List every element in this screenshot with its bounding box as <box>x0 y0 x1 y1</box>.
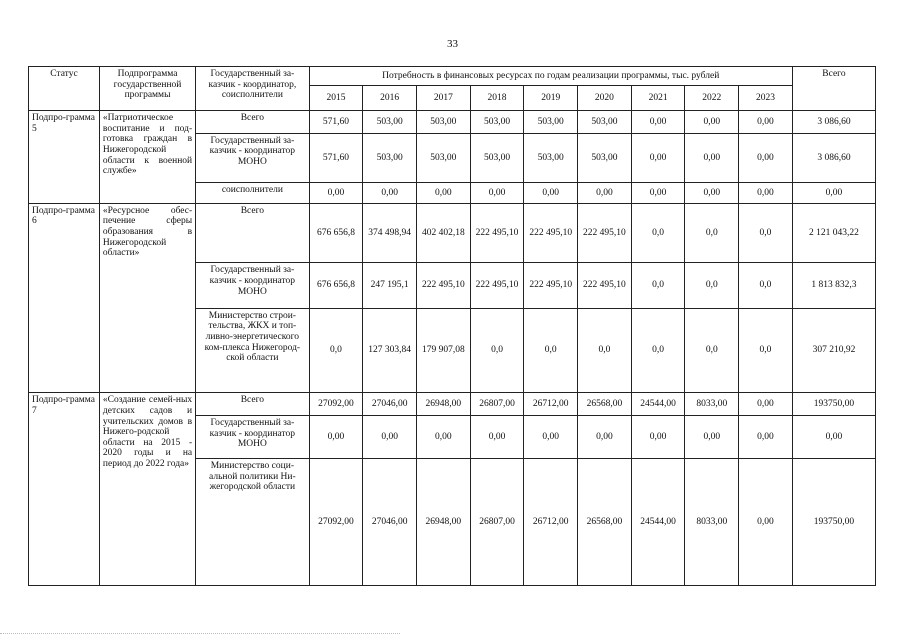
year-value-2015: 571,60 <box>309 133 363 182</box>
year-value-2017: 26948,00 <box>416 393 470 416</box>
year-value-2023: 0,00 <box>739 459 793 586</box>
header-status: Статус <box>29 67 100 111</box>
bottom-dotted-rule <box>0 633 400 634</box>
row-total: 3 086,60 <box>792 111 875 134</box>
year-value-2019: 26712,00 <box>524 393 578 416</box>
year-value-2018: 26807,00 <box>470 393 524 416</box>
year-value-2016: 27046,00 <box>363 393 417 416</box>
year-value-2019: 222 495,10 <box>524 263 578 308</box>
subprogram-name: «Создание семей-ных детских садов и учительских домов в Нижего-родской области на 2015 - 2020 годы и на период до 2022 года» <box>99 393 195 586</box>
year-value-2015: 27092,00 <box>309 459 363 586</box>
year-value-2018: 222 495,10 <box>470 263 524 308</box>
year-value-2019: 0,0 <box>524 308 578 392</box>
year-value-2022: 8033,00 <box>685 459 739 586</box>
year-value-2016: 374 498,94 <box>363 203 417 263</box>
year-value-2017: 179 907,08 <box>416 308 470 392</box>
year-value-2016: 27046,00 <box>363 459 417 586</box>
year-value-2016: 0,00 <box>363 415 417 458</box>
row-total: 0,00 <box>792 415 875 458</box>
year-value-2018: 503,00 <box>470 111 524 134</box>
year-value-2015: 676 656,8 <box>309 263 363 308</box>
customer-cell: Всего <box>196 393 309 416</box>
year-value-2020: 26568,00 <box>578 459 632 586</box>
year-value-2022: 0,0 <box>685 203 739 263</box>
header-year-2023: 2023 <box>739 86 793 111</box>
year-value-2020: 503,00 <box>578 133 632 182</box>
year-value-2021: 0,00 <box>631 183 685 204</box>
year-value-2020: 0,0 <box>578 308 632 392</box>
header-subprogram: Подпрограмма государственной программы <box>99 67 195 111</box>
financing-table <box>28 66 876 586</box>
year-value-2017: 402 402,18 <box>416 203 470 263</box>
row-total: 193750,00 <box>792 393 875 416</box>
year-value-2015: 0,00 <box>309 415 363 458</box>
year-value-2019: 503,00 <box>524 133 578 182</box>
header-year-2016: 2016 <box>363 86 417 111</box>
header-total: Всего <box>792 67 875 111</box>
year-value-2019: 0,00 <box>524 183 578 204</box>
year-value-2023: 0,00 <box>739 393 793 416</box>
year-value-2022: 0,0 <box>685 263 739 308</box>
year-value-2020: 222 495,10 <box>578 203 632 263</box>
row-total: 1 813 832,3 <box>792 263 875 308</box>
header-year-2018: 2018 <box>470 86 524 111</box>
header-year-2017: 2017 <box>416 86 470 111</box>
customer-cell: соисполнители <box>196 183 309 204</box>
year-value-2016: 127 303,84 <box>363 308 417 392</box>
year-value-2017: 222 495,10 <box>416 263 470 308</box>
subprogram-status: Подпро-грамма 7 <box>29 393 100 586</box>
year-value-2018: 26807,00 <box>470 459 524 586</box>
table-row <box>29 111 876 134</box>
year-value-2021: 0,00 <box>631 133 685 182</box>
header-needs: Потребность в финансовых ресурсах по годам реализации программы, тыс. рублей <box>309 67 792 86</box>
year-value-2021: 0,00 <box>631 111 685 134</box>
year-value-2020: 0,00 <box>578 183 632 204</box>
year-value-2023: 0,00 <box>739 133 793 182</box>
year-value-2023: 0,0 <box>739 203 793 263</box>
subprogram-name: «Ресурсное обес-печение сферы образования в Нижегородской области» <box>99 203 195 393</box>
row-total: 3 086,60 <box>792 133 875 182</box>
year-value-2018: 0,00 <box>470 183 524 204</box>
year-value-2023: 0,00 <box>739 111 793 134</box>
year-value-2021: 0,0 <box>631 263 685 308</box>
year-value-2022: 0,00 <box>685 415 739 458</box>
customer-cell: Всего <box>196 111 309 134</box>
row-total: 0,00 <box>792 183 875 204</box>
year-value-2019: 26712,00 <box>524 459 578 586</box>
year-value-2022: 8033,00 <box>685 393 739 416</box>
customer-cell: Государственный за-казчик - координатор МОНО <box>196 133 309 182</box>
customer-cell: Государственный за-казчик - координатор МОНО <box>196 415 309 458</box>
subprogram-status: Подпро-грамма 5 <box>29 111 100 204</box>
customer-cell: Министерство строи-тельства, ЖКХ и топ-ливно-энергетического ком-плекса Нижегород-ской области <box>196 308 309 392</box>
year-value-2016: 503,00 <box>363 111 417 134</box>
year-value-2018: 0,0 <box>470 308 524 392</box>
year-value-2015: 0,0 <box>309 308 363 392</box>
year-value-2021: 24544,00 <box>631 393 685 416</box>
customer-cell: Всего <box>196 203 309 263</box>
year-value-2023: 0,00 <box>739 183 793 204</box>
customer-cell: Министерство соци-альной политики Ни-жегородской области <box>196 459 309 586</box>
year-value-2021: 0,0 <box>631 308 685 392</box>
year-value-2015: 27092,00 <box>309 393 363 416</box>
year-value-2017: 503,00 <box>416 133 470 182</box>
year-value-2017: 503,00 <box>416 111 470 134</box>
year-value-2020: 0,00 <box>578 415 632 458</box>
year-value-2015: 571,60 <box>309 111 363 134</box>
year-value-2015: 676 656,8 <box>309 203 363 263</box>
header-year-2019: 2019 <box>524 86 578 111</box>
row-total: 307 210,92 <box>792 308 875 392</box>
year-value-2023: 0,00 <box>739 415 793 458</box>
header-row <box>29 67 876 86</box>
header-year-2022: 2022 <box>685 86 739 111</box>
year-value-2023: 0,0 <box>739 308 793 392</box>
header-customer: Государственный за-казчик - координатор, соисполнители <box>196 67 309 111</box>
header-year-2021: 2021 <box>631 86 685 111</box>
subprogram-status: Подпро-грамма 6 <box>29 203 100 393</box>
year-value-2016: 503,00 <box>363 133 417 182</box>
year-value-2018: 222 495,10 <box>470 203 524 263</box>
year-value-2020: 503,00 <box>578 111 632 134</box>
table-row <box>29 393 876 416</box>
year-value-2023: 0,0 <box>739 263 793 308</box>
year-value-2019: 222 495,10 <box>524 203 578 263</box>
year-value-2017: 26948,00 <box>416 459 470 586</box>
year-value-2021: 0,0 <box>631 203 685 263</box>
year-value-2022: 0,0 <box>685 308 739 392</box>
subprogram-name: «Патриотическое воспитание и под-готовка граждан в Нижегородской области к военной службе» <box>99 111 195 204</box>
customer-cell: Государственный за-казчик - координатор МОНО <box>196 263 309 308</box>
year-value-2020: 26568,00 <box>578 393 632 416</box>
header-year-2020: 2020 <box>578 86 632 111</box>
header-year-2015: 2015 <box>309 86 363 111</box>
year-value-2017: 0,00 <box>416 415 470 458</box>
year-value-2016: 247 195,1 <box>363 263 417 308</box>
year-value-2022: 0,00 <box>685 183 739 204</box>
page-number: 33 <box>447 38 458 50</box>
year-value-2022: 0,00 <box>685 111 739 134</box>
year-value-2016: 0,00 <box>363 183 417 204</box>
year-value-2021: 0,00 <box>631 415 685 458</box>
row-total: 2 121 043,22 <box>792 203 875 263</box>
year-value-2018: 503,00 <box>470 133 524 182</box>
year-value-2015: 0,00 <box>309 183 363 204</box>
year-value-2021: 24544,00 <box>631 459 685 586</box>
year-value-2022: 0,00 <box>685 133 739 182</box>
row-total: 193750,00 <box>792 459 875 586</box>
year-value-2018: 0,00 <box>470 415 524 458</box>
table-row <box>29 203 876 263</box>
year-value-2017: 0,00 <box>416 183 470 204</box>
year-value-2019: 0,00 <box>524 415 578 458</box>
year-value-2020: 222 495,10 <box>578 263 632 308</box>
year-value-2019: 503,00 <box>524 111 578 134</box>
